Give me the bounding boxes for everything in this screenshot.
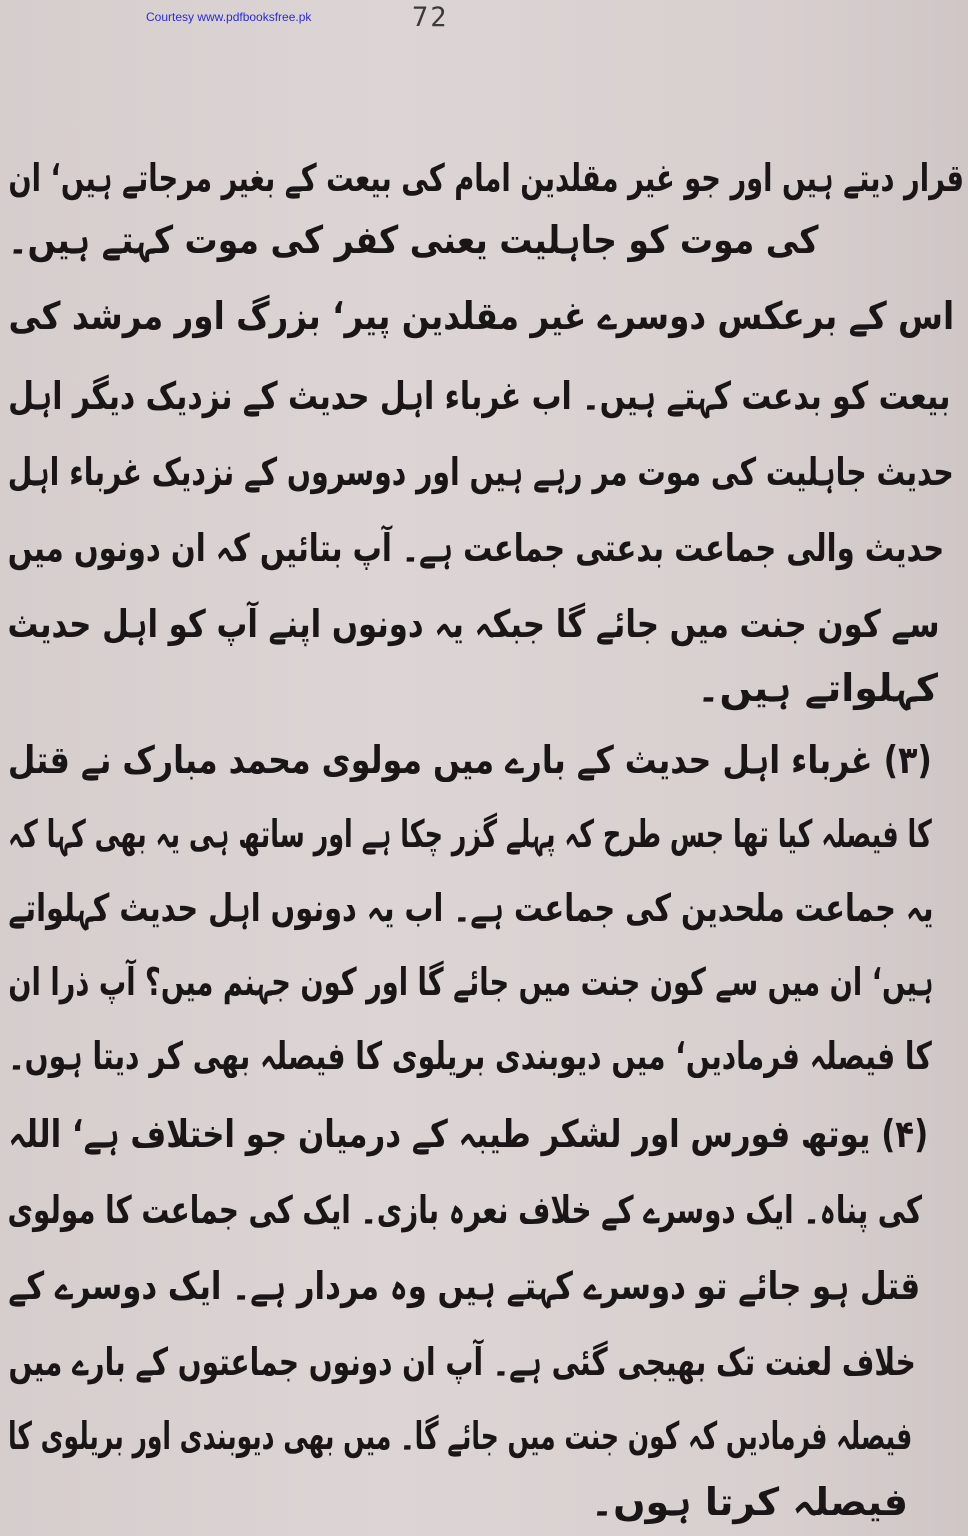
courtesy-watermark: Courtesy www.pdfbooksfree.pk [146,10,312,24]
text-line: کا فیصلہ کیا تھا جس طرح کہ پہلے گزر چکا ہے اور ساتھ ہی یہ بھی کہا کہ [8,812,932,856]
text-line paragraph-4-start: (۴) یوتھ فورس اور لشکر طیبہ کے درمیان جو اختلاف ہے‘ اللہ [8,1112,928,1156]
text-line: کی پناہ۔ ایک دوسرے کے خلاف نعرہ بازی۔ ایک کی جماعت کا مولوی [7,1188,922,1232]
text-line: اس کے برعکس دوسرے غیر مقلدین پیر‘ بزرگ اور مرشد کی [8,294,954,338]
text-line paragraph-3-start: (۳) غرباء اہل حدیث کے بارے میں مولوی محمد مبارک نے قتل [8,738,932,782]
text-line: فیصلہ کرتا ہوں۔ [590,1480,908,1524]
page-number: 72 [412,2,449,33]
text-line: سے کون جنت میں جائے گا جبکہ یہ دونوں اپنے آپ کو اہل حدیث [7,602,940,646]
text-line: فیصلہ فرمادیں کہ کون جنت میں جائے گا۔ میں بھی دیوبندی اور بریلوی کا [7,1414,912,1458]
text-line: خلاف لعنت تک بھیجی گئی ہے۔ آپ ان دونوں جماعتوں کے بارے میں [8,1340,916,1384]
text-line: بیعت کو بدعت کہتے ہیں۔ اب غرباء اہل حدیث کے نزدیک دیگر اہل [7,374,950,418]
text-line: کہلواتے ہیں۔ [697,666,938,710]
text-line: کا فیصلہ فرمادیں‘ میں دیوبندی بریلوی کا فیصلہ بھی کر دیتا ہوں۔ [8,1034,932,1078]
text-line: قرار دیتے ہیں اور جو غیر مقلدین امام کی بیعت کے بغیر مرجاتے ہیں‘ ان [8,156,964,200]
text-line: حدیث جاہلیت کی موت مر رہے ہیں اور دوسروں کے نزدیک غرباء اہل [7,450,954,494]
text-line: قتل ہو جائے تو دوسرے کہتے ہیں وہ مردار ہے۔ ایک دوسرے کے [8,1264,920,1308]
text-line: ہیں‘ ان میں سے کون جنت میں جائے گا اور کون جہنم میں؟ آپ ذرا ان [8,960,934,1004]
text-line: حدیث والی جماعت بدعتی جماعت ہے۔ آپ بتائیں کہ ان دونوں میں [7,526,944,570]
text-line: کی موت کو جاہلیت یعنی کفر کی موت کہتے ہیں۔ [7,218,818,262]
text-line: یہ جماعت ملحدین کی جماعت ہے۔ اب یہ دونوں اہل حدیث کہلواتے [8,886,934,930]
